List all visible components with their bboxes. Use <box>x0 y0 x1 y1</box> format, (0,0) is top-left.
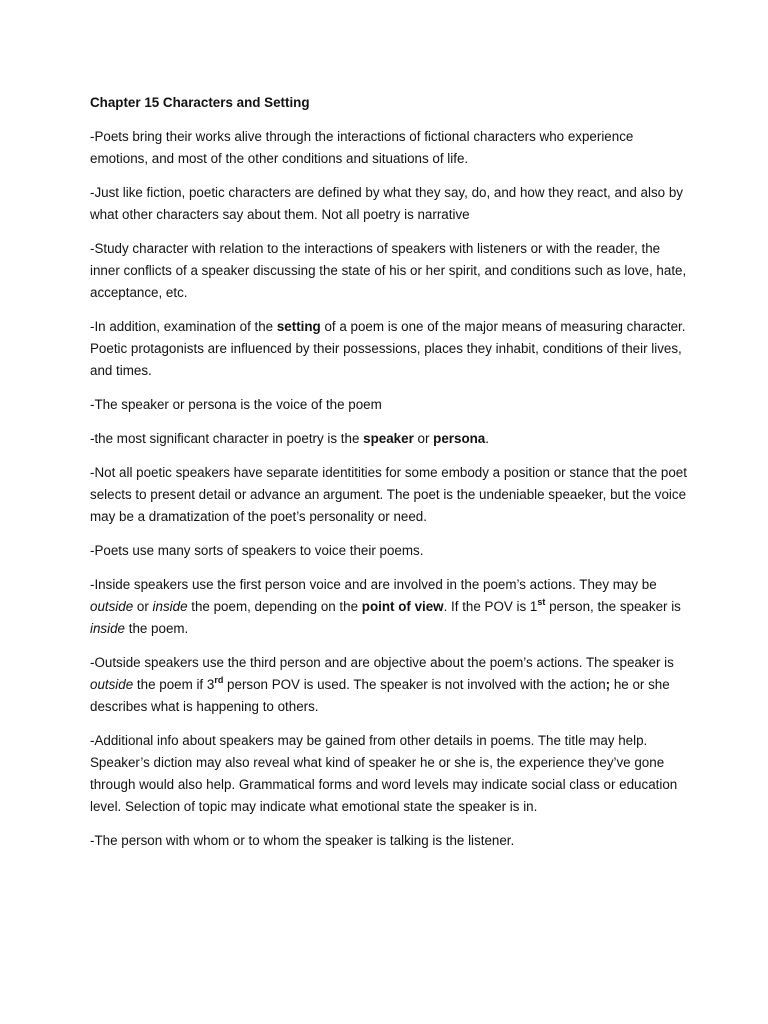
document-page <box>90 92 690 864</box>
paragraph <box>90 428 690 450</box>
paragraph: -The person with whom or to whom the speaker is talking is the listener. <box>90 833 515 848</box>
bold-term-point-of-view: point of view <box>361 599 444 614</box>
bold-term-persona: persona <box>433 431 486 446</box>
bold-term-speaker: speaker <box>363 431 414 446</box>
text-run: . If the POV is 1 <box>443 599 538 614</box>
text-run: or <box>413 431 434 446</box>
ordinal-superscript: st <box>537 596 546 607</box>
paragraph <box>90 652 690 718</box>
paragraph <box>90 574 690 640</box>
text-run: he or she describes what is happening to others. <box>90 677 670 714</box>
text-run: the poem. <box>125 621 189 636</box>
text-run: the poem, depending on the <box>187 599 362 614</box>
text-run: -In addition, examination of the <box>90 319 277 334</box>
paragraph: -The speaker or persona is the voice of the poem <box>90 397 382 412</box>
text-run: person POV is used. The speaker is not involved with the action <box>223 677 606 692</box>
text-run: . <box>485 431 489 446</box>
italic-term-outside: outside <box>90 599 134 614</box>
text-run: -the most significant character in poetry is the <box>90 431 364 446</box>
text-run: -Inside speakers use the first person voice and are involved in the poem’s actions. They may be <box>90 577 657 592</box>
bold-term-setting: setting <box>276 319 321 334</box>
italic-term-outside: outside <box>90 677 134 692</box>
chapter-title: Chapter 15 Characters and Setting <box>90 95 310 110</box>
paragraph: -Additional info about speakers may be gained from other details in poems. The title may help. Speaker’s diction may also reveal what kind of speaker he or she is, the experience they’ve gone through would also help. Grammatical forms and word levels may indicate social class or education level. Selection of topic may indicate what emotional state the speaker is in. <box>90 733 678 814</box>
bold-semicolon: ; <box>605 677 611 692</box>
paragraph: -Poets use many sorts of speakers to voice their poems. <box>90 543 424 558</box>
paragraph <box>90 316 690 382</box>
paragraph: -Poets bring their works alive through the interactions of fictional characters who experience emotions, and most of the other conditions and situations of life. <box>90 129 634 166</box>
paragraph: -Just like fiction, poetic characters are defined by what they say, do, and how they react, and also by what other characters say about them. Not all poetry is narrative <box>90 185 683 222</box>
text-run: -Outside speakers use the third person and are objective about the poem’s actions. The speaker is <box>90 655 674 670</box>
text-run: or <box>133 599 153 614</box>
paragraph: -Not all poetic speakers have separate identitities for some embody a position or stance that the poet selects to present detail or advance an argument. The poet is the undeniable speaeker, but the voice may be a dramatization of the poet’s personality or need. <box>90 465 687 524</box>
paragraph: -Study character with relation to the interactions of speakers with listeners or with the reader, the inner conflicts of a speaker discussing the state of his or her spirit, and conditions such as love, hate, acceptance, etc. <box>90 241 687 300</box>
text-run: person, the speaker is <box>545 599 681 614</box>
text-run: the poem if 3 <box>133 677 215 692</box>
ordinal-superscript: rd <box>214 674 224 685</box>
italic-term-inside: inside <box>90 621 125 636</box>
text-run: of a poem is one of the major means of measuring character. Poetic protagonists are influenced by their possessions, places they inhabit, conditions of their lives, and times. <box>90 319 686 378</box>
italic-term-inside: inside <box>152 599 188 614</box>
